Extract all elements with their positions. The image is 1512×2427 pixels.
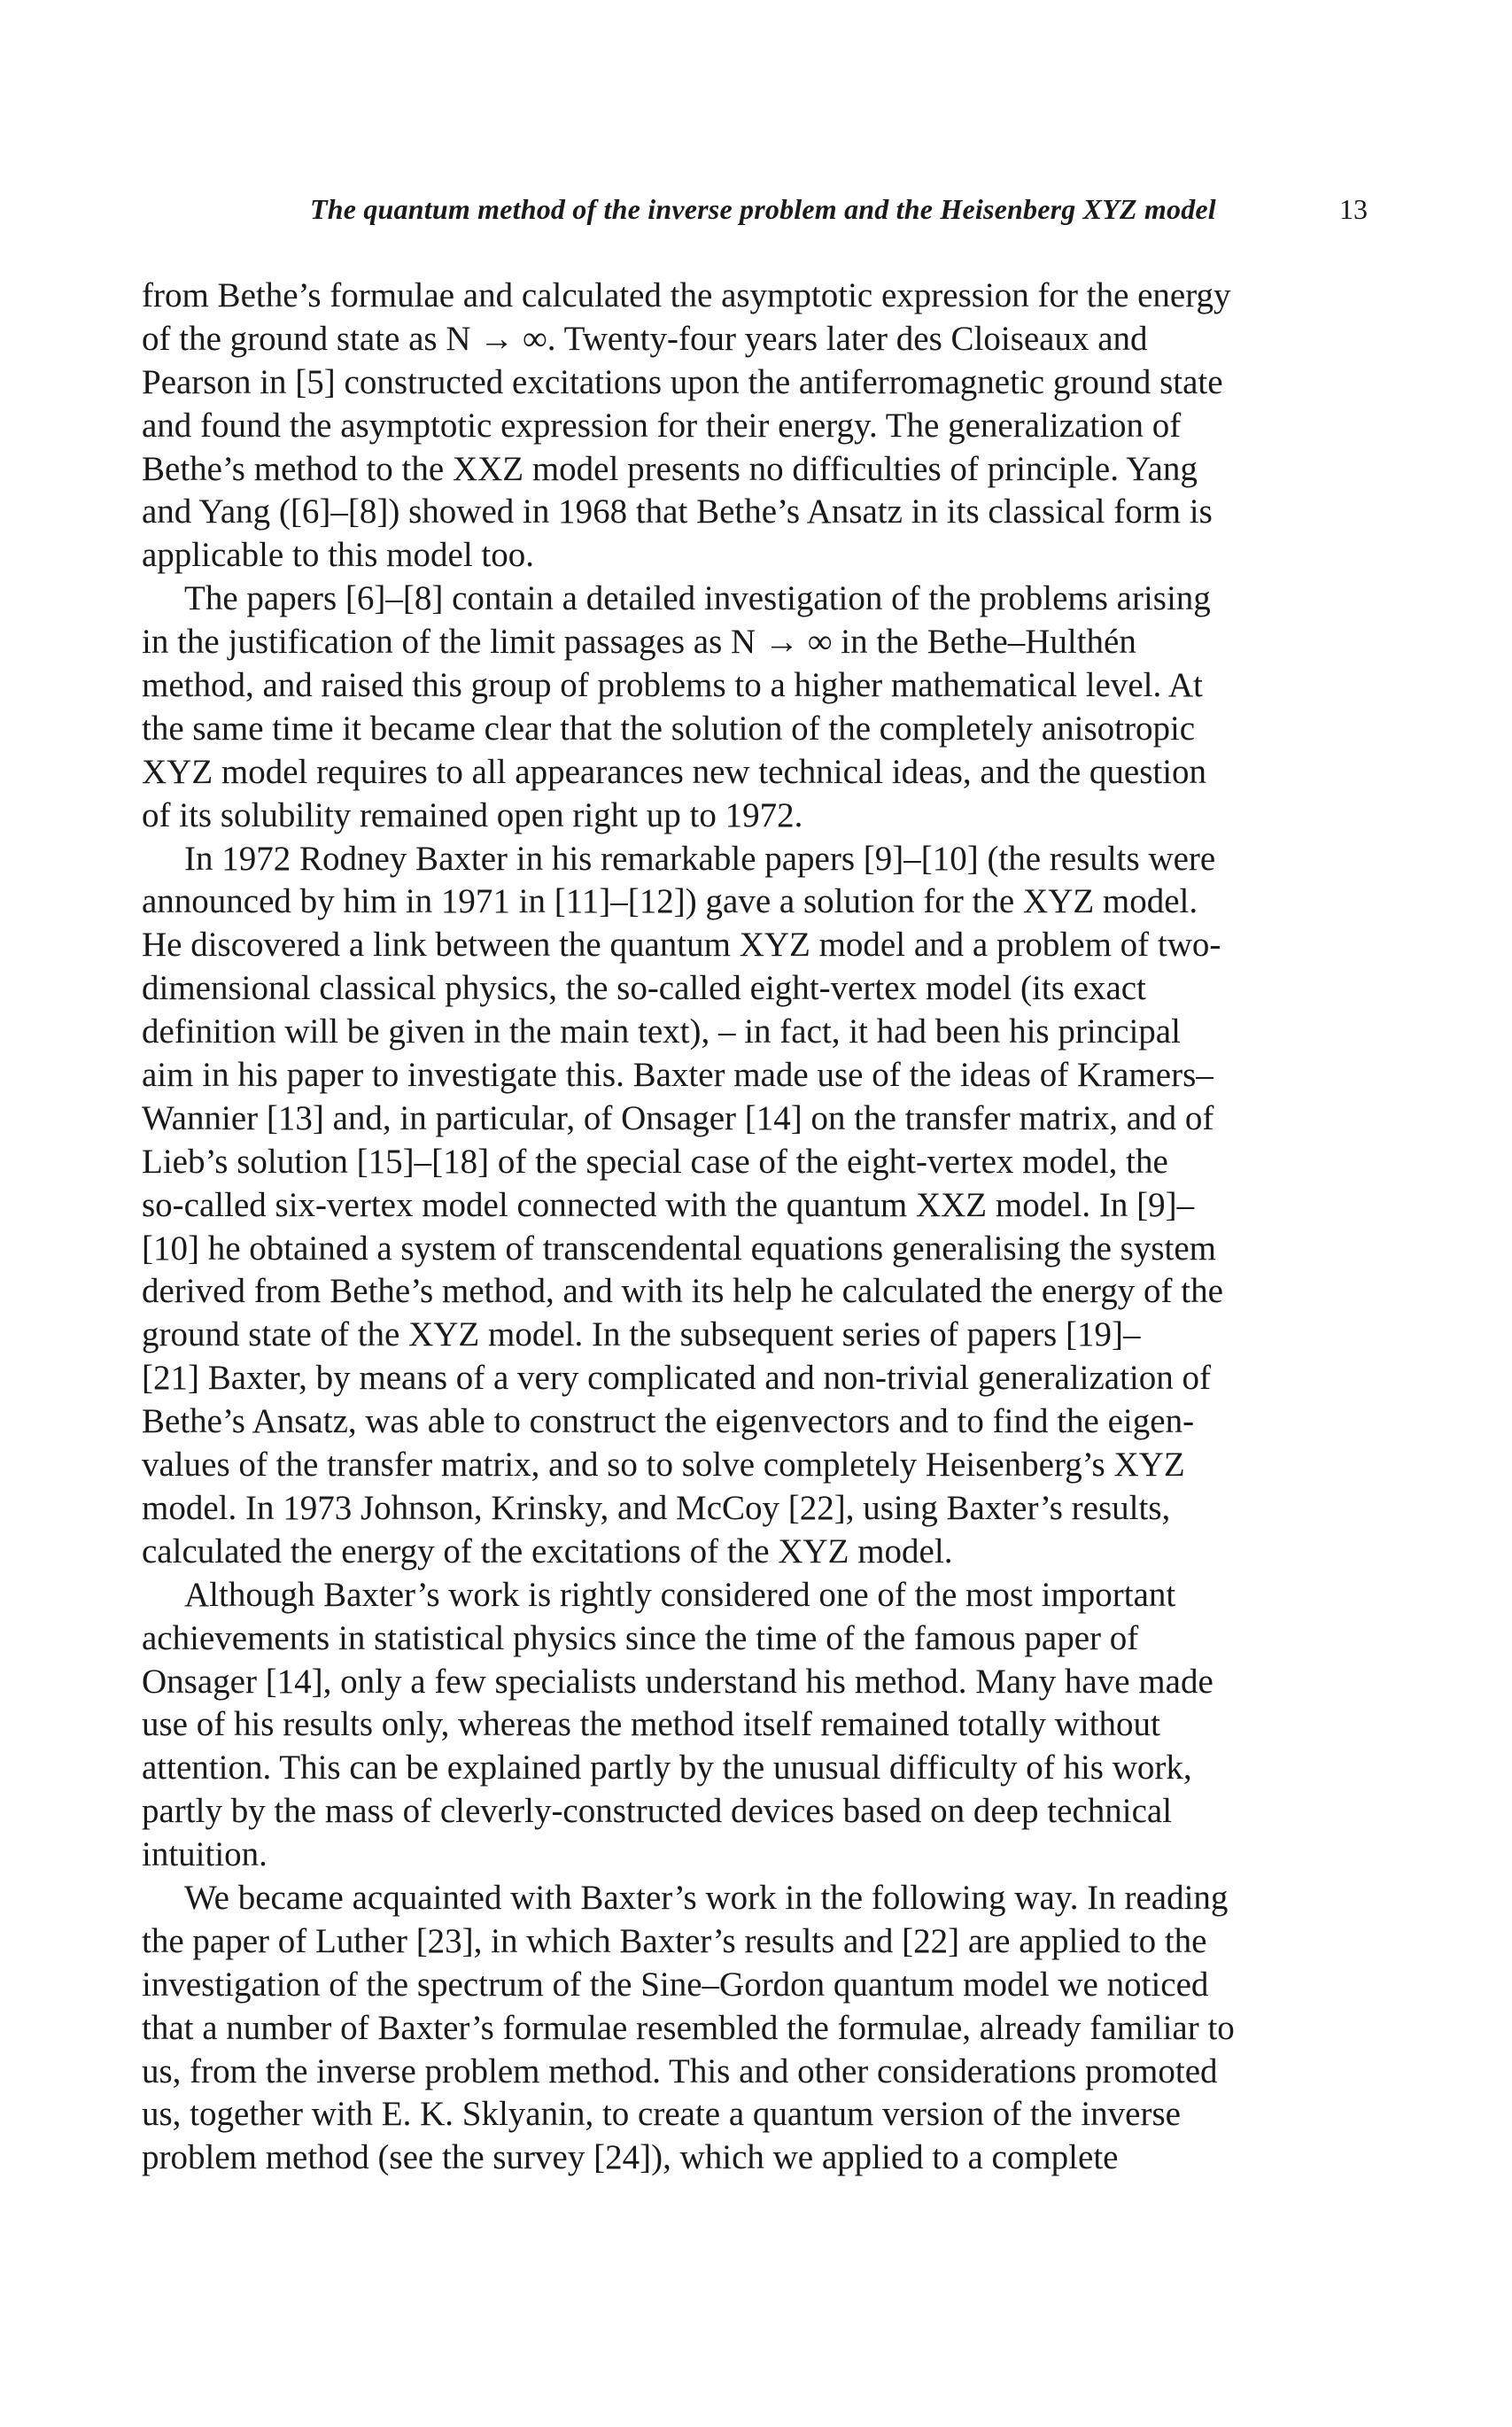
text-line: aim in his paper to investigate this. Baxter made use of the ideas of Kramers– bbox=[142, 1056, 1213, 1095]
text-line: definition will be given in the main text), – in fact, it had been his principal bbox=[142, 1012, 1181, 1051]
text-line: problem method (see the survey [24]), which we applied to a complete bbox=[142, 2138, 1119, 2177]
text-line: In 1972 Rodney Baxter in his remarkable papers [9]–[10] (the results were bbox=[184, 839, 1216, 878]
text-line: Although Baxter’s work is rightly considered one of the most important bbox=[184, 1575, 1176, 1614]
text-line: applicable to this model too. bbox=[142, 536, 534, 575]
text-line: Bethe’s method to the XXZ model presents no difficulties of principle. Yang bbox=[142, 449, 1198, 488]
text-line: the paper of Luther [23], in which Baxter’s results and [22] are applied to the bbox=[142, 1921, 1207, 1960]
page-number: 13 bbox=[1339, 193, 1368, 225]
text-line: of the ground state as N → ∞. Twenty-four years later des Cloiseaux and bbox=[142, 319, 1148, 358]
text-line: and Yang ([6]–[8]) showed in 1968 that Bethe’s Ansatz in its classical form is bbox=[142, 492, 1213, 531]
text-line: We became acquainted with Baxter’s work in the following way. In reading bbox=[184, 1878, 1229, 1917]
text-line: The papers [6]–[8] contain a detailed investigation of the problems arising bbox=[184, 579, 1211, 618]
text-line: [21] Baxter, by means of a very complicated and non-trivial generalization of bbox=[142, 1359, 1211, 1398]
text-line: partly by the mass of cleverly-constructed devices based on deep technical bbox=[142, 1792, 1173, 1831]
text-line: derived from Bethe’s method, and with its help he calculated the energy of the bbox=[142, 1272, 1223, 1311]
text-line: Wannier [13] and, in particular, of Onsager [14] on the transfer matrix, and of bbox=[142, 1098, 1214, 1137]
text-line: intuition. bbox=[142, 1835, 268, 1874]
text-line: method, and raised this group of problems to a higher mathematical level. At bbox=[142, 666, 1203, 705]
body-text bbox=[142, 275, 1391, 2180]
text-line: attention. This can be explained partly by the unusual difficulty of his work, bbox=[142, 1749, 1192, 1787]
text-line: model. In 1973 Johnson, Krinsky, and McCoy [22], using Baxter’s results, bbox=[142, 1488, 1171, 1527]
text-line: He discovered a link between the quantum XYZ model and a problem of two- bbox=[142, 926, 1221, 965]
text-line: dimensional classical physics, the so-called eight-vertex model (its exact bbox=[142, 969, 1146, 1008]
text-line: achievements in statistical physics since the time of the famous paper of bbox=[142, 1618, 1139, 1657]
text-line: so-called six-vertex model connected with the quantum XXZ model. In [9]– bbox=[142, 1185, 1195, 1224]
text-line: XYZ model requires to all appearances new technical ideas, and the question bbox=[142, 752, 1207, 791]
text-line: Bethe’s Ansatz, was able to construct the eigenvectors and to find the eigen- bbox=[142, 1402, 1195, 1441]
text-line: from Bethe’s formulae and calculated the asymptotic expression for the energy bbox=[142, 276, 1231, 314]
text-line: investigation of the spectrum of the Sine–Gordon quantum model we noticed bbox=[142, 1965, 1209, 2004]
text-line: and found the asymptotic expression for their energy. The generalization of bbox=[142, 406, 1182, 445]
text-line: Pearson in [5] constructed excitations upon the antiferromagnetic ground state bbox=[142, 362, 1223, 401]
text-line: use of his results only, whereas the method itself remained totally without bbox=[142, 1705, 1160, 1744]
text-line: us, from the inverse problem method. This and other considerations promoted bbox=[142, 2051, 1218, 2090]
text-line: calculated the energy of the excitations of the XYZ model. bbox=[142, 1531, 953, 1570]
text-line: the same time it became clear that the solution of the completely anisotropic bbox=[142, 709, 1196, 748]
text-line: Onsager [14], only a few specialists understand his method. Many have made bbox=[142, 1662, 1213, 1701]
text-line: of its solubility remained open right up to 1972. bbox=[142, 795, 803, 834]
text-line: Lieb’s solution [15]–[18] of the special case of the eight-vertex model, the bbox=[142, 1142, 1168, 1181]
text-line: values of the transfer matrix, and so to solve completely Heisenberg’s XYZ bbox=[142, 1446, 1185, 1485]
text-line: [10] he obtained a system of transcendental equations generalising the system bbox=[142, 1229, 1216, 1268]
running-head-title: The quantum method of the inverse problem and the Heisenberg XYZ model bbox=[310, 193, 1216, 225]
text-line: that a number of Baxter’s formulae resembled the formulae, already familiar to bbox=[142, 2008, 1235, 2047]
text-line: ground state of the XYZ model. In the subsequent series of papers [19]– bbox=[142, 1315, 1141, 1354]
text-line: us, together with E. K. Sklyanin, to create a quantum version of the inverse bbox=[142, 2095, 1181, 2134]
text-line: announced by him in 1971 in [11]–[12]) gave a solution for the XYZ model. bbox=[142, 882, 1198, 921]
text-line: in the justification of the limit passages as N → ∞ in the Bethe–Hulthén bbox=[142, 623, 1136, 662]
